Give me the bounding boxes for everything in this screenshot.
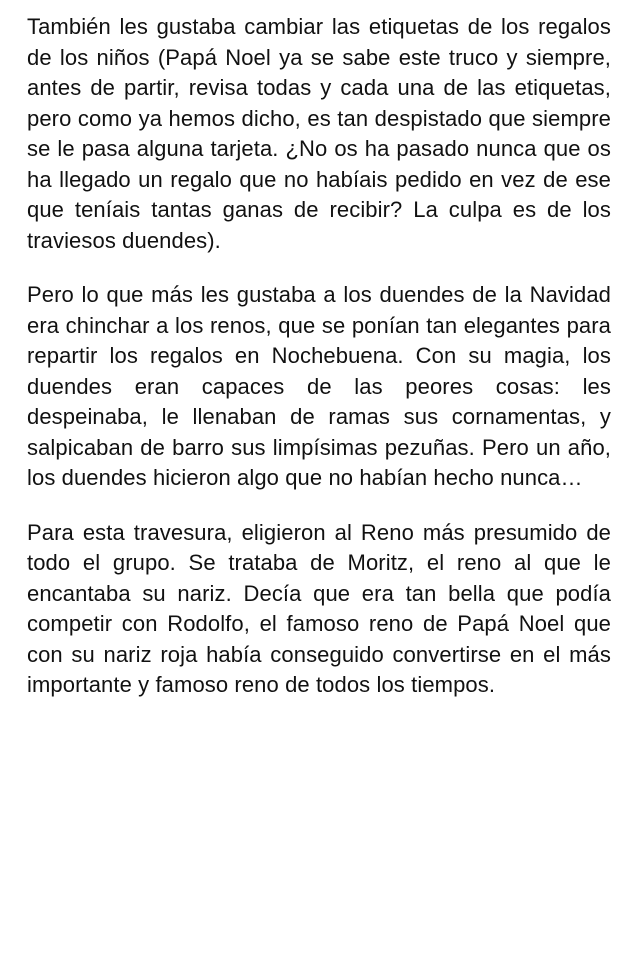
paragraph-2: Pero lo que más les gustaba a los duendes de la Navidad era chinchar a los renos, que se ponían tan elegantes para repartir los regalos en Nochebuena. Con su magia, los duendes eran capaces de las peores cosas: les despeinaba, le llenaban de ramas sus cornamentas, y salpicaban de barro sus limpísimas pezuñas. Pero un año, los duendes hicieron algo que no habían hecho nunca… — [27, 282, 611, 490]
paragraph-1: También les gustaba cambiar las etiquetas de los regalos de los niños (Papá Noel ya se sabe este truco y siempre, antes de partir, revisa todas y cada una de las etiquetas, pero como ya hemos dicho, es tan despistado que siempre se le pasa alguna tarjeta. ¿No os ha pasado nunca que os ha llegado un regalo que no habíais pedido en vez de ese que teníais tantas ganas de recibir? La culpa es de los traviesos duendes). — [27, 14, 611, 253]
paragraph-3: Para esta travesura, eligieron al Reno más presumido de todo el grupo. Se trataba de Moritz, el reno al que le encantaba su nariz. Decía que era tan bella que podía competir con Rodolfo, el famoso reno de Papá Noel que con su nariz roja había conseguido convertirse en el más importante y famoso reno de todos los tiempos. — [27, 519, 611, 697]
document-page — [27, 12, 611, 701]
